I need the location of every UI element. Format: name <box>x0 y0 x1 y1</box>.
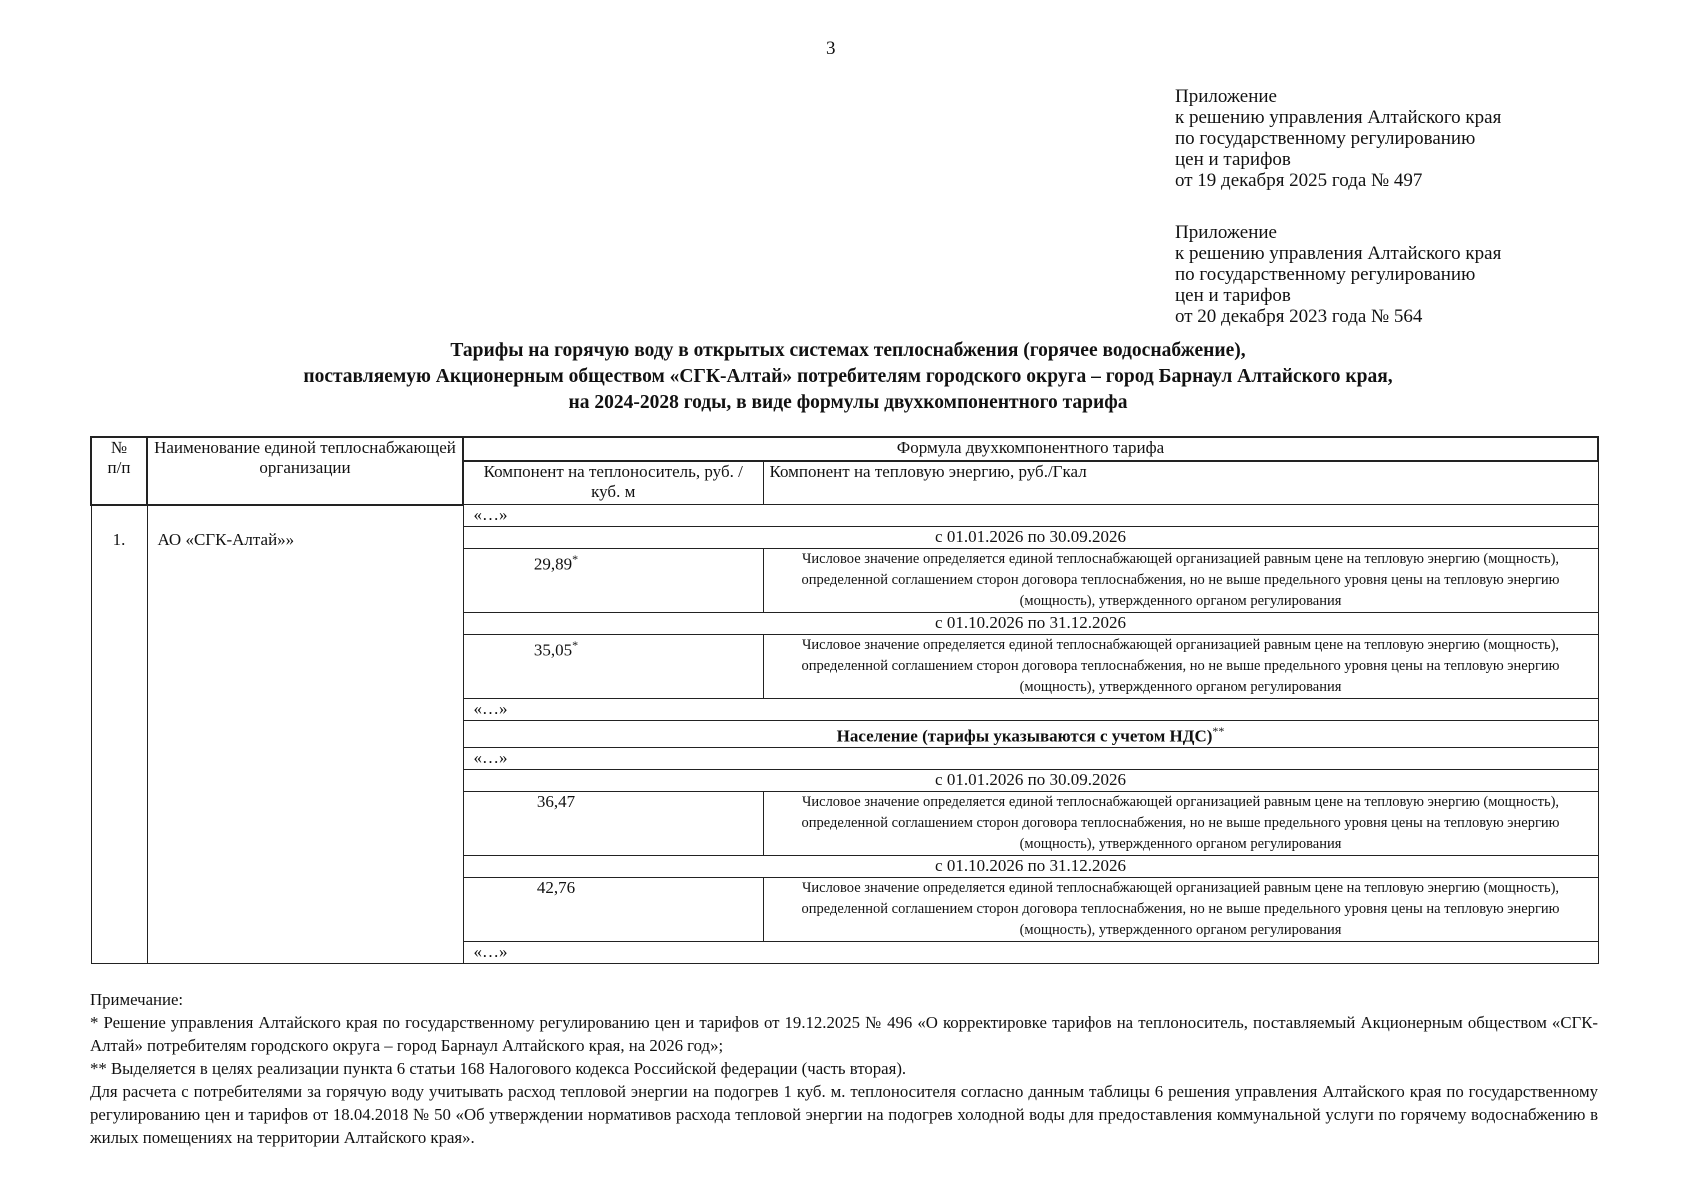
appendix-line: Приложение <box>1175 222 1277 243</box>
header-formula: Формула двухкомпонентного тарифа <box>463 437 1598 461</box>
row-num: 1. <box>91 505 147 964</box>
appendix-block-original <box>1175 222 1501 327</box>
page-number: 3 <box>826 38 836 59</box>
appendix-line: от 19 декабря 2025 года № 497 <box>1175 170 1423 191</box>
table-header-row <box>91 437 1598 461</box>
footnote-marker: * <box>572 552 579 566</box>
heat-text-cell: Числовое значение определяется единой теплоснабжающей организацией равным цене на тепловую энергию (мощность), определенной соглашением сторон договора теплоснабжения, но не выше предельного уровня цены на тепловую энергию (мощность), утвержденного органом регулирования <box>763 877 1598 941</box>
ellipsis-cell: «…» <box>463 941 1598 963</box>
coolant-value: 29,89 <box>533 554 573 574</box>
ellipsis-cell: «…» <box>463 699 1598 721</box>
note-3: Для расчета с потребителями за горячую воду учитывать расход тепловой энергии на подогрев 1 куб. м. теплоносителя согласно данным таблицы 6 решения управления Алтайского края по государственному регулированию цен и тарифов от 18.04.2018 № 50 «Об утверждении нормативов расхода тепловой энергии на подогрев холодной воды для предоставления коммунальной услуги по горячему водоснабжению в жилых помещениях на территории Алтайского края». <box>90 1082 1598 1147</box>
footnote-marker: ** <box>1212 724 1225 738</box>
coolant-value: 35,05 <box>533 640 573 660</box>
population-header-cell <box>463 721 1598 748</box>
note-2: ** Выделяется в целях реализации пункта 6 статьи 168 Налогового кодекса Российской федерации (часть вторая). <box>90 1059 907 1078</box>
coolant-value: 36,47 <box>536 791 576 811</box>
population-header: Население (тарифы указываются с учетом НДС) <box>836 726 1213 746</box>
footnote-marker: * <box>572 638 579 652</box>
period-cell: с 01.01.2026 по 30.09.2026 <box>463 527 1598 549</box>
title-line-1: Тарифы на горячую воду в открытых системах теплоснабжения (горячее водоснабжение), <box>450 340 1246 361</box>
notes-section <box>90 988 1598 1149</box>
period-cell: с 01.01.2026 по 30.09.2026 <box>463 769 1598 791</box>
appendix-line: Приложение <box>1175 86 1277 107</box>
notes-title: Примечание: <box>90 990 184 1009</box>
period-cell: с 01.10.2026 по 31.12.2026 <box>463 613 1598 635</box>
table-row <box>91 505 1598 527</box>
note-1: * Решение управления Алтайского края по государственному регулированию цен и тарифов от 19.12.2025 № 496 «О корректировке тарифов на теплоноситель, поставляемый Акционерным обществом «СГК-Алтай» потребителям городского округа – город Барнаул Алтайского края, на 2026 год»; <box>90 1013 1598 1055</box>
coolant-value-cell <box>463 877 763 941</box>
appendix-line: от 20 декабря 2023 года № 564 <box>1175 306 1423 327</box>
coolant-value-cell <box>463 635 763 699</box>
appendix-block-current <box>1175 86 1501 191</box>
period-cell: с 01.10.2026 по 31.12.2026 <box>463 855 1598 877</box>
appendix-line: цен и тарифов <box>1175 285 1291 306</box>
heat-text-cell: Числовое значение определяется единой теплоснабжающей организацией равным цене на тепловую энергию (мощность), определенной соглашением сторон договора теплоснабжения, но не выше предельного уровня цены на тепловую энергию (мощность), утвержденного органом регулирования <box>763 549 1598 613</box>
appendix-line: цен и тарифов <box>1175 149 1291 170</box>
heat-text-cell: Числовое значение определяется единой теплоснабжающей организацией равным цене на тепловую энергию (мощность), определенной соглашением сторон договора теплоснабжения, но не выше предельного уровня цены на тепловую энергию (мощность), утвержденного органом регулирования <box>763 791 1598 855</box>
ellipsis-cell: «…» <box>463 747 1598 769</box>
header-org: Наименование единой теплоснабжающей организации <box>147 437 463 505</box>
coolant-value-cell <box>463 549 763 613</box>
heat-text-cell: Числовое значение определяется единой теплоснабжающей организацией равным цене на тепловую энергию (мощность), определенной соглашением сторон договора теплоснабжения, но не выше предельного уровня цены на тепловую энергию (мощность), утвержденного органом регулирования <box>763 635 1598 699</box>
appendix-line: к решению управления Алтайского края <box>1175 107 1502 128</box>
header-heat: Компонент на тепловую энергию, руб./Гкал <box>763 461 1598 505</box>
header-num-line2: п/п <box>107 458 131 477</box>
title-line-3: на 2024-2028 годы, в виде формулы двухкомпонентного тарифа <box>568 392 1128 413</box>
appendix-line: по государственному регулированию <box>1175 264 1476 285</box>
title-line-2: поставляемую Акционерным обществом «СГК-Алтай» потребителям городского округа – город Барнаул Алтайского края, <box>303 366 1393 387</box>
header-num-line1: № <box>110 438 128 457</box>
header-num <box>91 437 147 505</box>
appendix-line: по государственному регулированию <box>1175 128 1476 149</box>
header-coolant: Компонент на теплоноситель, руб. /куб. м <box>463 461 763 505</box>
ellipsis-cell: «…» <box>463 505 1598 527</box>
coolant-value: 42,76 <box>536 877 576 897</box>
document-title <box>0 338 1696 416</box>
row-org: АО «СГК-Алтай»» <box>147 505 463 964</box>
tariff-table <box>90 436 1599 964</box>
coolant-value-cell <box>463 791 763 855</box>
appendix-line: к решению управления Алтайского края <box>1175 243 1502 264</box>
